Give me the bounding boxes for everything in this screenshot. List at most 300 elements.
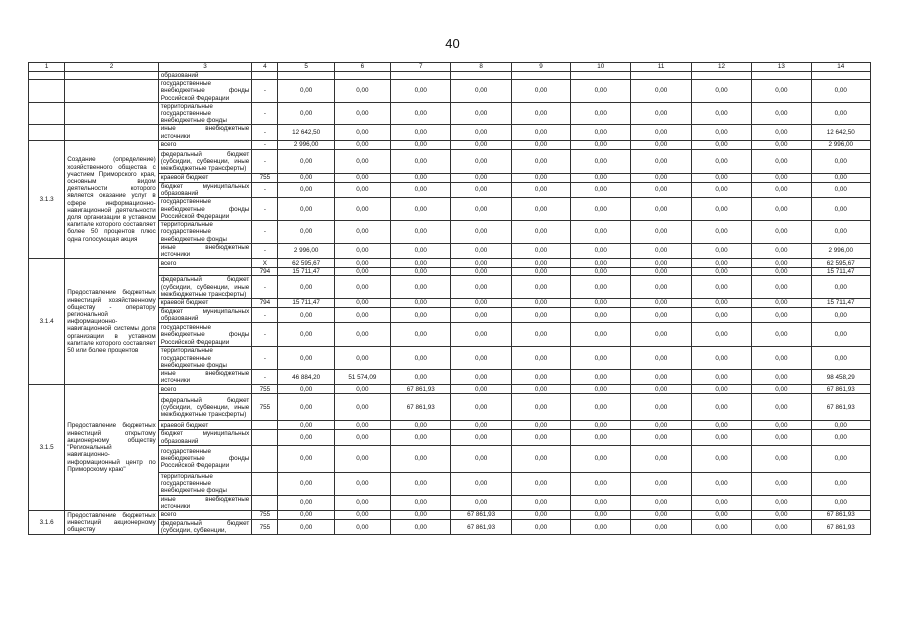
amount-cell: 0,00 [451, 276, 511, 299]
amount-cell: 0,00 [511, 276, 570, 299]
measure-description [65, 125, 159, 140]
amount-cell: 0,00 [752, 510, 811, 519]
amount-cell: 0,00 [571, 510, 631, 519]
amount-cell: 0,00 [571, 198, 631, 221]
amount-cell: 0,00 [451, 259, 511, 268]
amount-cell: 0,00 [752, 445, 811, 472]
amount-cell: 67 861,93 [811, 385, 871, 394]
amount-cell: 0,00 [811, 421, 871, 430]
budget-code: - [252, 308, 278, 323]
amount-cell: 0,00 [691, 268, 751, 276]
amount-cell: 0,00 [631, 394, 691, 421]
amount-cell: 0,00 [511, 173, 570, 182]
amount-cell: 0,00 [752, 430, 811, 445]
item-number: 3.1.6 [29, 510, 65, 534]
amount-cell: 0,00 [451, 125, 511, 140]
amount-cell: 0,00 [391, 421, 451, 430]
amount-cell: 0,00 [511, 243, 570, 258]
amount-cell: 0,00 [511, 370, 570, 385]
col-header: 1 [29, 63, 65, 72]
amount-cell: 0,00 [334, 243, 390, 258]
budget-code [252, 430, 278, 445]
budget-code: - [252, 276, 278, 299]
amount-cell: 0,00 [391, 299, 451, 308]
amount-cell: 0,00 [571, 268, 631, 276]
amount-cell: 0,00 [278, 221, 334, 244]
amount-cell: 0,00 [334, 276, 390, 299]
amount-cell: 0,00 [451, 495, 511, 510]
amount-cell: 0,00 [278, 347, 334, 370]
amount-cell: 0,00 [334, 173, 390, 182]
amount-cell: 0,00 [752, 125, 811, 140]
amount-cell: 67 861,93 [811, 394, 871, 421]
amount-cell: 0,00 [451, 394, 511, 421]
amount-cell: 0,00 [571, 394, 631, 421]
amount-cell: 0,00 [511, 149, 570, 173]
amount-cell: 0,00 [631, 445, 691, 472]
amount-cell: 2 996,00 [278, 243, 334, 258]
table-row [29, 125, 871, 140]
amount-cell: 0,00 [811, 323, 871, 347]
funding-source: всего [158, 259, 252, 268]
amount-cell: 0,00 [451, 149, 511, 173]
amount-cell [752, 72, 811, 80]
amount-cell: 0,00 [278, 430, 334, 445]
amount-cell: 0,00 [278, 149, 334, 173]
amount-cell: 0,00 [451, 198, 511, 221]
amount-cell: 0,00 [334, 268, 390, 276]
amount-cell: 15 711,47 [278, 268, 334, 276]
amount-cell: 0,00 [691, 125, 751, 140]
amount-cell: 0,00 [752, 323, 811, 347]
amount-cell: 0,00 [451, 308, 511, 323]
amount-cell: 0,00 [811, 182, 871, 197]
amount-cell: 0,00 [691, 370, 751, 385]
budget-code: - [252, 221, 278, 244]
amount-cell: 0,00 [752, 519, 811, 534]
funding-source: всего [158, 140, 252, 149]
budget-code: 794 [252, 268, 278, 276]
amount-cell: 0,00 [511, 519, 570, 534]
funding-source: всего [158, 510, 252, 519]
amount-cell: 0,00 [391, 430, 451, 445]
amount-cell: 0,00 [451, 347, 511, 370]
amount-cell: 0,00 [278, 394, 334, 421]
amount-cell: 0,00 [278, 323, 334, 347]
col-header: 4 [252, 63, 278, 72]
amount-cell: 0,00 [391, 268, 451, 276]
amount-cell: 0,00 [511, 182, 570, 197]
amount-cell: 0,00 [752, 421, 811, 430]
amount-cell: 0,00 [691, 510, 751, 519]
budget-code: - [252, 347, 278, 370]
amount-cell: 0,00 [691, 421, 751, 430]
budget-code: - [252, 370, 278, 385]
amount-cell: 0,00 [391, 276, 451, 299]
measure-description [65, 102, 159, 125]
amount-cell: 0,00 [451, 445, 511, 472]
amount-cell [631, 72, 691, 80]
amount-cell: 0,00 [391, 323, 451, 347]
amount-cell: 0,00 [571, 347, 631, 370]
amount-cell: 0,00 [334, 430, 390, 445]
amount-cell: 0,00 [511, 221, 570, 244]
amount-cell: 0,00 [278, 173, 334, 182]
amount-cell: 0,00 [391, 347, 451, 370]
col-header: 13 [752, 63, 811, 72]
budget-code: - [252, 102, 278, 125]
amount-cell: 0,00 [691, 149, 751, 173]
funding-source: иные внебюджетные источники [158, 495, 252, 510]
col-header: 9 [511, 63, 570, 72]
amount-cell: 0,00 [391, 149, 451, 173]
amount-cell: 0,00 [571, 276, 631, 299]
amount-cell: 0,00 [334, 347, 390, 370]
amount-cell: 0,00 [391, 370, 451, 385]
amount-cell: 0,00 [752, 308, 811, 323]
item-number [29, 102, 65, 125]
amount-cell: 0,00 [511, 445, 570, 472]
amount-cell: 0,00 [811, 430, 871, 445]
amount-cell: 0,00 [811, 276, 871, 299]
amount-cell: 0,00 [691, 495, 751, 510]
amount-cell: 67 861,93 [391, 385, 451, 394]
budget-code: - [252, 243, 278, 258]
amount-cell: 0,00 [334, 394, 390, 421]
amount-cell: 0,00 [511, 299, 570, 308]
amount-cell: 0,00 [752, 80, 811, 103]
amount-cell: 0,00 [451, 268, 511, 276]
amount-cell: 0,00 [334, 495, 390, 510]
amount-cell: 0,00 [334, 445, 390, 472]
amount-cell: 0,00 [691, 308, 751, 323]
amount-cell: 0,00 [631, 385, 691, 394]
amount-cell: 15 711,47 [278, 299, 334, 308]
amount-cell: 0,00 [691, 221, 751, 244]
amount-cell: 0,00 [631, 276, 691, 299]
measure-description: Предоставление бюджетных инвестиций акционерному обществу [65, 510, 159, 534]
amount-cell: 0,00 [451, 221, 511, 244]
amount-cell: 0,00 [451, 243, 511, 258]
amount-cell: 0,00 [511, 80, 570, 103]
amount-cell: 0,00 [511, 259, 570, 268]
amount-cell: 0,00 [752, 495, 811, 510]
amount-cell: 12 642,50 [278, 125, 334, 140]
page-number: 40 [445, 36, 460, 51]
amount-cell [451, 72, 511, 80]
amount-cell: 0,00 [391, 243, 451, 258]
amount-cell: 0,00 [334, 510, 390, 519]
budget-code: 755 [252, 385, 278, 394]
budget-code: 755 [252, 510, 278, 519]
amount-cell: 0,00 [571, 421, 631, 430]
amount-cell: 0,00 [752, 472, 811, 495]
amount-cell: 2 996,00 [278, 140, 334, 149]
amount-cell: 67 861,93 [391, 394, 451, 421]
amount-cell: 0,00 [631, 430, 691, 445]
amount-cell: 62 595,67 [811, 259, 871, 268]
amount-cell: 0,00 [631, 347, 691, 370]
amount-cell: 0,00 [752, 385, 811, 394]
budget-code: - [252, 198, 278, 221]
amount-cell: 0,00 [571, 102, 631, 125]
amount-cell: 15 711,47 [811, 299, 871, 308]
col-header: 10 [571, 63, 631, 72]
amount-cell: 0,00 [691, 299, 751, 308]
amount-cell: 0,00 [511, 385, 570, 394]
amount-cell: 0,00 [511, 198, 570, 221]
amount-cell: 0,00 [631, 80, 691, 103]
amount-cell: 0,00 [451, 140, 511, 149]
budget-code: - [252, 182, 278, 197]
budget-code: 755 [252, 519, 278, 534]
funding-source: государственные внебюджетные фонды Российской Федерации [158, 80, 252, 103]
amount-cell: 15 711,47 [811, 268, 871, 276]
amount-cell: 0,00 [278, 308, 334, 323]
item-number: 3.1.4 [29, 259, 65, 385]
col-header: 12 [691, 63, 751, 72]
amount-cell [691, 72, 751, 80]
amount-cell: 0,00 [752, 102, 811, 125]
col-header: 5 [278, 63, 334, 72]
amount-cell: 0,00 [334, 140, 390, 149]
amount-cell: 0,00 [391, 102, 451, 125]
funding-source: федеральный бюджет (субсидии, субвенции, иные межбюджетные трансферты) [158, 149, 252, 173]
col-header: 11 [631, 63, 691, 72]
amount-cell: 0,00 [511, 140, 570, 149]
funding-source: государственные внебюджетные фонды Российской Федерации [158, 323, 252, 347]
amount-cell: 0,00 [811, 198, 871, 221]
amount-cell: 0,00 [334, 323, 390, 347]
budget-code [252, 72, 278, 80]
amount-cell [571, 72, 631, 80]
amount-cell: 0,00 [571, 173, 631, 182]
amount-cell: 0,00 [691, 472, 751, 495]
col-header: 2 [65, 63, 159, 72]
amount-cell: 0,00 [391, 445, 451, 472]
amount-cell: 0,00 [451, 299, 511, 308]
amount-cell: 0,00 [511, 510, 570, 519]
amount-cell: 0,00 [811, 221, 871, 244]
amount-cell: 0,00 [631, 198, 691, 221]
amount-cell: 0,00 [811, 149, 871, 173]
funding-source: федеральный бюджет (субсидии, субвенции, иные межбюджетные трансферты) [158, 276, 252, 299]
amount-cell: 0,00 [278, 510, 334, 519]
amount-cell: 0,00 [691, 80, 751, 103]
amount-cell: 0,00 [334, 421, 390, 430]
amount-cell: 0,00 [278, 102, 334, 125]
column-number-row [29, 63, 871, 72]
amount-cell: 0,00 [752, 370, 811, 385]
table-row [29, 102, 871, 125]
budget-code: - [252, 125, 278, 140]
amount-cell: 0,00 [571, 182, 631, 197]
budget-code: 755 [252, 394, 278, 421]
funding-source: бюджет муниципальных образований [158, 430, 252, 445]
amount-cell: 0,00 [278, 80, 334, 103]
amount-cell: 0,00 [511, 421, 570, 430]
amount-cell: 0,00 [511, 495, 570, 510]
budget-code [252, 445, 278, 472]
amount-cell: 0,00 [691, 173, 751, 182]
amount-cell: 0,00 [752, 221, 811, 244]
funding-source: территориальные государственные внебюджетные фонды [158, 472, 252, 495]
amount-cell: 0,00 [691, 140, 751, 149]
amount-cell: 0,00 [691, 519, 751, 534]
funding-source: территориальные государственные внебюджетные фонды [158, 221, 252, 244]
amount-cell: 0,00 [451, 385, 511, 394]
amount-cell: 0,00 [752, 173, 811, 182]
amount-cell: 0,00 [334, 519, 390, 534]
amount-cell: 0,00 [631, 519, 691, 534]
amount-cell: 0,00 [631, 323, 691, 347]
amount-cell: 0,00 [278, 182, 334, 197]
amount-cell: 0,00 [571, 495, 631, 510]
amount-cell: 0,00 [391, 519, 451, 534]
amount-cell: 0,00 [571, 445, 631, 472]
amount-cell: 0,00 [278, 445, 334, 472]
amount-cell: 0,00 [631, 140, 691, 149]
amount-cell: 0,00 [752, 149, 811, 173]
amount-cell: 0,00 [451, 182, 511, 197]
amount-cell: 0,00 [691, 259, 751, 268]
amount-cell: 0,00 [631, 268, 691, 276]
amount-cell: 0,00 [811, 472, 871, 495]
amount-cell: 0,00 [752, 299, 811, 308]
amount-cell: 0,00 [511, 308, 570, 323]
amount-cell: 67 861,93 [451, 510, 511, 519]
amount-cell: 67 861,93 [451, 519, 511, 534]
amount-cell: 0,00 [691, 102, 751, 125]
amount-cell: 0,00 [691, 385, 751, 394]
amount-cell: 0,00 [391, 140, 451, 149]
amount-cell: 0,00 [631, 182, 691, 197]
funding-source: образований [158, 72, 252, 80]
amount-cell: 0,00 [391, 510, 451, 519]
amount-cell: 67 861,93 [811, 519, 871, 534]
budget-code [252, 421, 278, 430]
amount-cell: 0,00 [691, 198, 751, 221]
amount-cell: 0,00 [334, 182, 390, 197]
item-number [29, 125, 65, 140]
amount-cell: 0,00 [571, 430, 631, 445]
amount-cell: 0,00 [451, 323, 511, 347]
amount-cell: 0,00 [752, 268, 811, 276]
amount-cell: 0,00 [631, 173, 691, 182]
funding-source: краевой бюджет [158, 299, 252, 308]
amount-cell: 0,00 [451, 173, 511, 182]
amount-cell: 0,00 [571, 243, 631, 258]
amount-cell: 0,00 [752, 243, 811, 258]
funding-source: иные внебюджетные источники [158, 370, 252, 385]
budget-code: - [252, 140, 278, 149]
amount-cell: 0,00 [334, 299, 390, 308]
amount-cell: 0,00 [334, 385, 390, 394]
measure-description [65, 72, 159, 80]
amount-cell: 0,00 [334, 472, 390, 495]
amount-cell: 0,00 [334, 308, 390, 323]
amount-cell: 0,00 [451, 370, 511, 385]
amount-cell: 0,00 [334, 80, 390, 103]
amount-cell: 0,00 [571, 472, 631, 495]
amount-cell: 2 996,00 [811, 243, 871, 258]
item-number: 3.1.3 [29, 140, 65, 258]
amount-cell: 0,00 [811, 445, 871, 472]
item-number [29, 72, 65, 80]
budget-code: - [252, 323, 278, 347]
amount-cell [278, 72, 334, 80]
funding-source: государственные внебюджетные фонды Российской Федерации [158, 445, 252, 472]
amount-cell: 51 574,09 [334, 370, 390, 385]
amount-cell: 0,00 [571, 370, 631, 385]
amount-cell: 0,00 [571, 519, 631, 534]
measure-description: Создание (определение) хозяйственного общества с участием Приморского края, основным видом деятельности которого является оказание услуг в сфере информационно-навигационной деятельности доля организации в уставном капитале которого составляет более 50 процентов плюс одна голосующая акция [65, 140, 159, 258]
amount-cell: 0,00 [391, 182, 451, 197]
amount-cell [811, 72, 871, 80]
amount-cell: 0,00 [631, 299, 691, 308]
amount-cell: 98 458,29 [811, 370, 871, 385]
table-row [29, 510, 871, 519]
amount-cell: 0,00 [631, 102, 691, 125]
amount-cell [334, 72, 390, 80]
item-number: 3.1.5 [29, 385, 65, 510]
funding-source: государственные внебюджетные фонды Российской Федерации [158, 198, 252, 221]
amount-cell: 0,00 [691, 394, 751, 421]
amount-cell: 0,00 [511, 268, 570, 276]
funding-source [158, 268, 252, 276]
amount-cell: 0,00 [278, 495, 334, 510]
amount-cell: 0,00 [631, 125, 691, 140]
amount-cell: 0,00 [811, 102, 871, 125]
amount-cell: 0,00 [451, 80, 511, 103]
amount-cell: 12 642,50 [811, 125, 871, 140]
col-header: 7 [391, 63, 451, 72]
amount-cell: 0,00 [811, 308, 871, 323]
budget-code: - [252, 149, 278, 173]
amount-cell: 0,00 [511, 102, 570, 125]
amount-cell: 0,00 [752, 276, 811, 299]
amount-cell: 0,00 [752, 140, 811, 149]
amount-cell: 0,00 [691, 276, 751, 299]
amount-cell: 67 861,93 [811, 510, 871, 519]
amount-cell: 0,00 [391, 221, 451, 244]
amount-cell: 0,00 [691, 323, 751, 347]
amount-cell: 0,00 [334, 198, 390, 221]
measure-description [65, 80, 159, 103]
funding-source: краевой бюджет [158, 421, 252, 430]
amount-cell: 0,00 [631, 495, 691, 510]
amount-cell: 0,00 [278, 276, 334, 299]
amount-cell: 0,00 [391, 308, 451, 323]
amount-cell: 0,00 [631, 149, 691, 173]
amount-cell: 0,00 [811, 347, 871, 370]
amount-cell: 0,00 [571, 149, 631, 173]
amount-cell: 0,00 [391, 80, 451, 103]
amount-cell: 0,00 [752, 198, 811, 221]
amount-cell: 2 996,00 [811, 140, 871, 149]
amount-cell: 0,00 [631, 370, 691, 385]
amount-cell [391, 72, 451, 80]
funding-source: территориальные государственные внебюджетные фонды [158, 102, 252, 125]
amount-cell: 0,00 [752, 394, 811, 421]
amount-cell: 0,00 [334, 125, 390, 140]
amount-cell: 0,00 [451, 421, 511, 430]
funding-source: бюджет муниципальных образований [158, 308, 252, 323]
amount-cell: 46 884,20 [278, 370, 334, 385]
funding-source: федеральный бюджет (субсидии, субвенции, [158, 519, 252, 534]
amount-cell: 0,00 [511, 430, 570, 445]
amount-cell: 0,00 [511, 323, 570, 347]
